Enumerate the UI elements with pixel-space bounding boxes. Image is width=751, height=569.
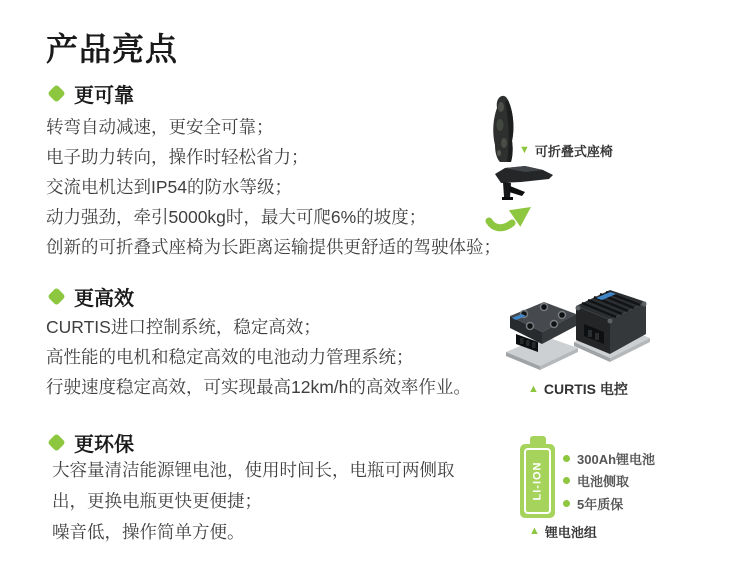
list-item xyxy=(563,470,655,493)
battery-cell-text: LI-ION xyxy=(531,461,544,501)
curved-arrow-icon xyxy=(485,190,535,232)
bullet-dot-icon xyxy=(563,455,570,462)
list-item xyxy=(563,492,655,515)
battery-bullet-list xyxy=(563,447,655,515)
body-line: 出，更换电瓶更快更便捷； xyxy=(52,491,262,511)
folded-seat-back-image xyxy=(489,95,519,165)
section-heading: 更可靠 xyxy=(74,84,134,107)
seat-figure-label xyxy=(519,141,613,160)
bullet-dot-icon xyxy=(563,477,570,484)
body-line: 电子助力转向，操作时轻松省力； xyxy=(46,147,309,167)
diamond-bullet-icon xyxy=(47,287,65,305)
body-line: 行驶速度稳定高效，可实现最高12km/h的高效率作业。 xyxy=(46,377,471,397)
triangle-up-icon: ▲ xyxy=(528,382,539,395)
diamond-bullet-icon xyxy=(47,84,65,102)
battery-figure-label xyxy=(529,522,597,541)
bullet-label: 电池侧取 xyxy=(577,474,630,490)
triangle-down-icon: ▼ xyxy=(519,144,530,156)
diamond-bullet-icon xyxy=(47,433,65,451)
battery-body xyxy=(520,444,555,518)
body-line: 转弯自动减速，更安全可靠； xyxy=(46,117,274,137)
body-line: 噪音低，操作简单方便。 xyxy=(52,522,245,542)
controller-figure-label xyxy=(528,379,628,399)
section-body-efficient xyxy=(46,312,471,402)
curtis-controller-image xyxy=(498,276,660,378)
controller-label-text: CURTIS 电控 xyxy=(543,381,628,397)
battery-icon xyxy=(520,436,555,518)
body-line: 动力强劲，牵引5000kg时，最大可爬6%的坡度； xyxy=(46,207,427,227)
triangle-up-icon: ▲ xyxy=(529,525,540,537)
section-header-eco xyxy=(50,429,134,455)
body-line: 高性能的电机和稳定高效的电池动力管理系统； xyxy=(46,347,414,367)
page-title: 产品亮点 xyxy=(46,31,179,67)
battery-label-text: 锂电池组 xyxy=(544,525,597,540)
section-header-reliable xyxy=(50,80,134,106)
list-item xyxy=(563,447,655,470)
controller-right xyxy=(574,290,650,362)
section-body-eco xyxy=(52,455,455,548)
bullet-label: 300Ah锂电池 xyxy=(577,451,656,467)
bullet-dot-icon xyxy=(563,500,570,507)
controller-left xyxy=(506,302,578,370)
section-header-efficient xyxy=(50,283,134,309)
seat-label-text: 可折叠式座椅 xyxy=(534,144,613,159)
section-heading: 更高效 xyxy=(74,287,134,310)
section-heading: 更环保 xyxy=(74,433,134,456)
body-line: 大容量清洁能源锂电池，使用时间长，电瓶可两侧取 xyxy=(52,460,455,480)
battery-inner-outline xyxy=(524,448,551,514)
bullet-label: 5年质保 xyxy=(577,496,624,512)
battery-cap xyxy=(530,436,546,444)
body-line: 交流电机达到IP54的防水等级； xyxy=(46,177,292,197)
section-body-reliable xyxy=(46,112,501,262)
body-line: CURTIS进口控制系统，稳定高效； xyxy=(46,317,321,337)
body-line: 创新的可折叠式座椅为长距离运输提供更舒适的驾驶体验； xyxy=(46,237,501,257)
